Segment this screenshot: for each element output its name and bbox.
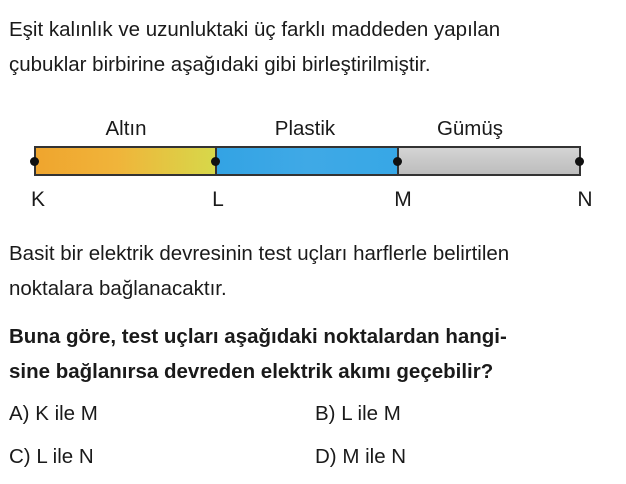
point-n-marker [575, 157, 584, 166]
point-n-label: N [577, 188, 593, 211]
point-k-label: K [30, 188, 46, 211]
segment-label-silver: Gümüş [436, 117, 504, 140]
point-m-marker [393, 157, 402, 166]
point-l-marker [211, 157, 220, 166]
segment-label-plastic: Plastik [274, 117, 336, 140]
intro-line-1: Eşit kalınlık ve uzunluktaki üç farklı maddeden yapılan [9, 18, 501, 41]
description-line-1: Basit bir elektrik devresinin test uçları harflerle belirtilen [9, 242, 510, 265]
point-l-label: L [212, 188, 224, 211]
option-d[interactable]: D) M ile N [315, 445, 407, 468]
point-m-label: M [394, 188, 412, 211]
option-a[interactable]: A) K ile M [9, 402, 98, 425]
plastic-segment [215, 146, 399, 176]
silver-segment [397, 146, 581, 176]
option-b[interactable]: B) L ile M [315, 402, 401, 425]
segment-label-gold: Altın [105, 117, 147, 140]
question-line-1: Buna göre, test uçları aşağıdaki noktalardan hangi- [9, 325, 507, 348]
point-k-marker [30, 157, 39, 166]
intro-line-2: çubuklar birbirine aşağıdaki gibi birleştirilmiştir. [9, 53, 431, 76]
description-line-2: noktalara bağlanacaktır. [9, 277, 227, 300]
option-c[interactable]: C) L ile N [9, 445, 94, 468]
gold-segment [34, 146, 217, 176]
question-line-2: sine bağlanırsa devreden elektrik akımı geçebilir? [9, 360, 494, 383]
